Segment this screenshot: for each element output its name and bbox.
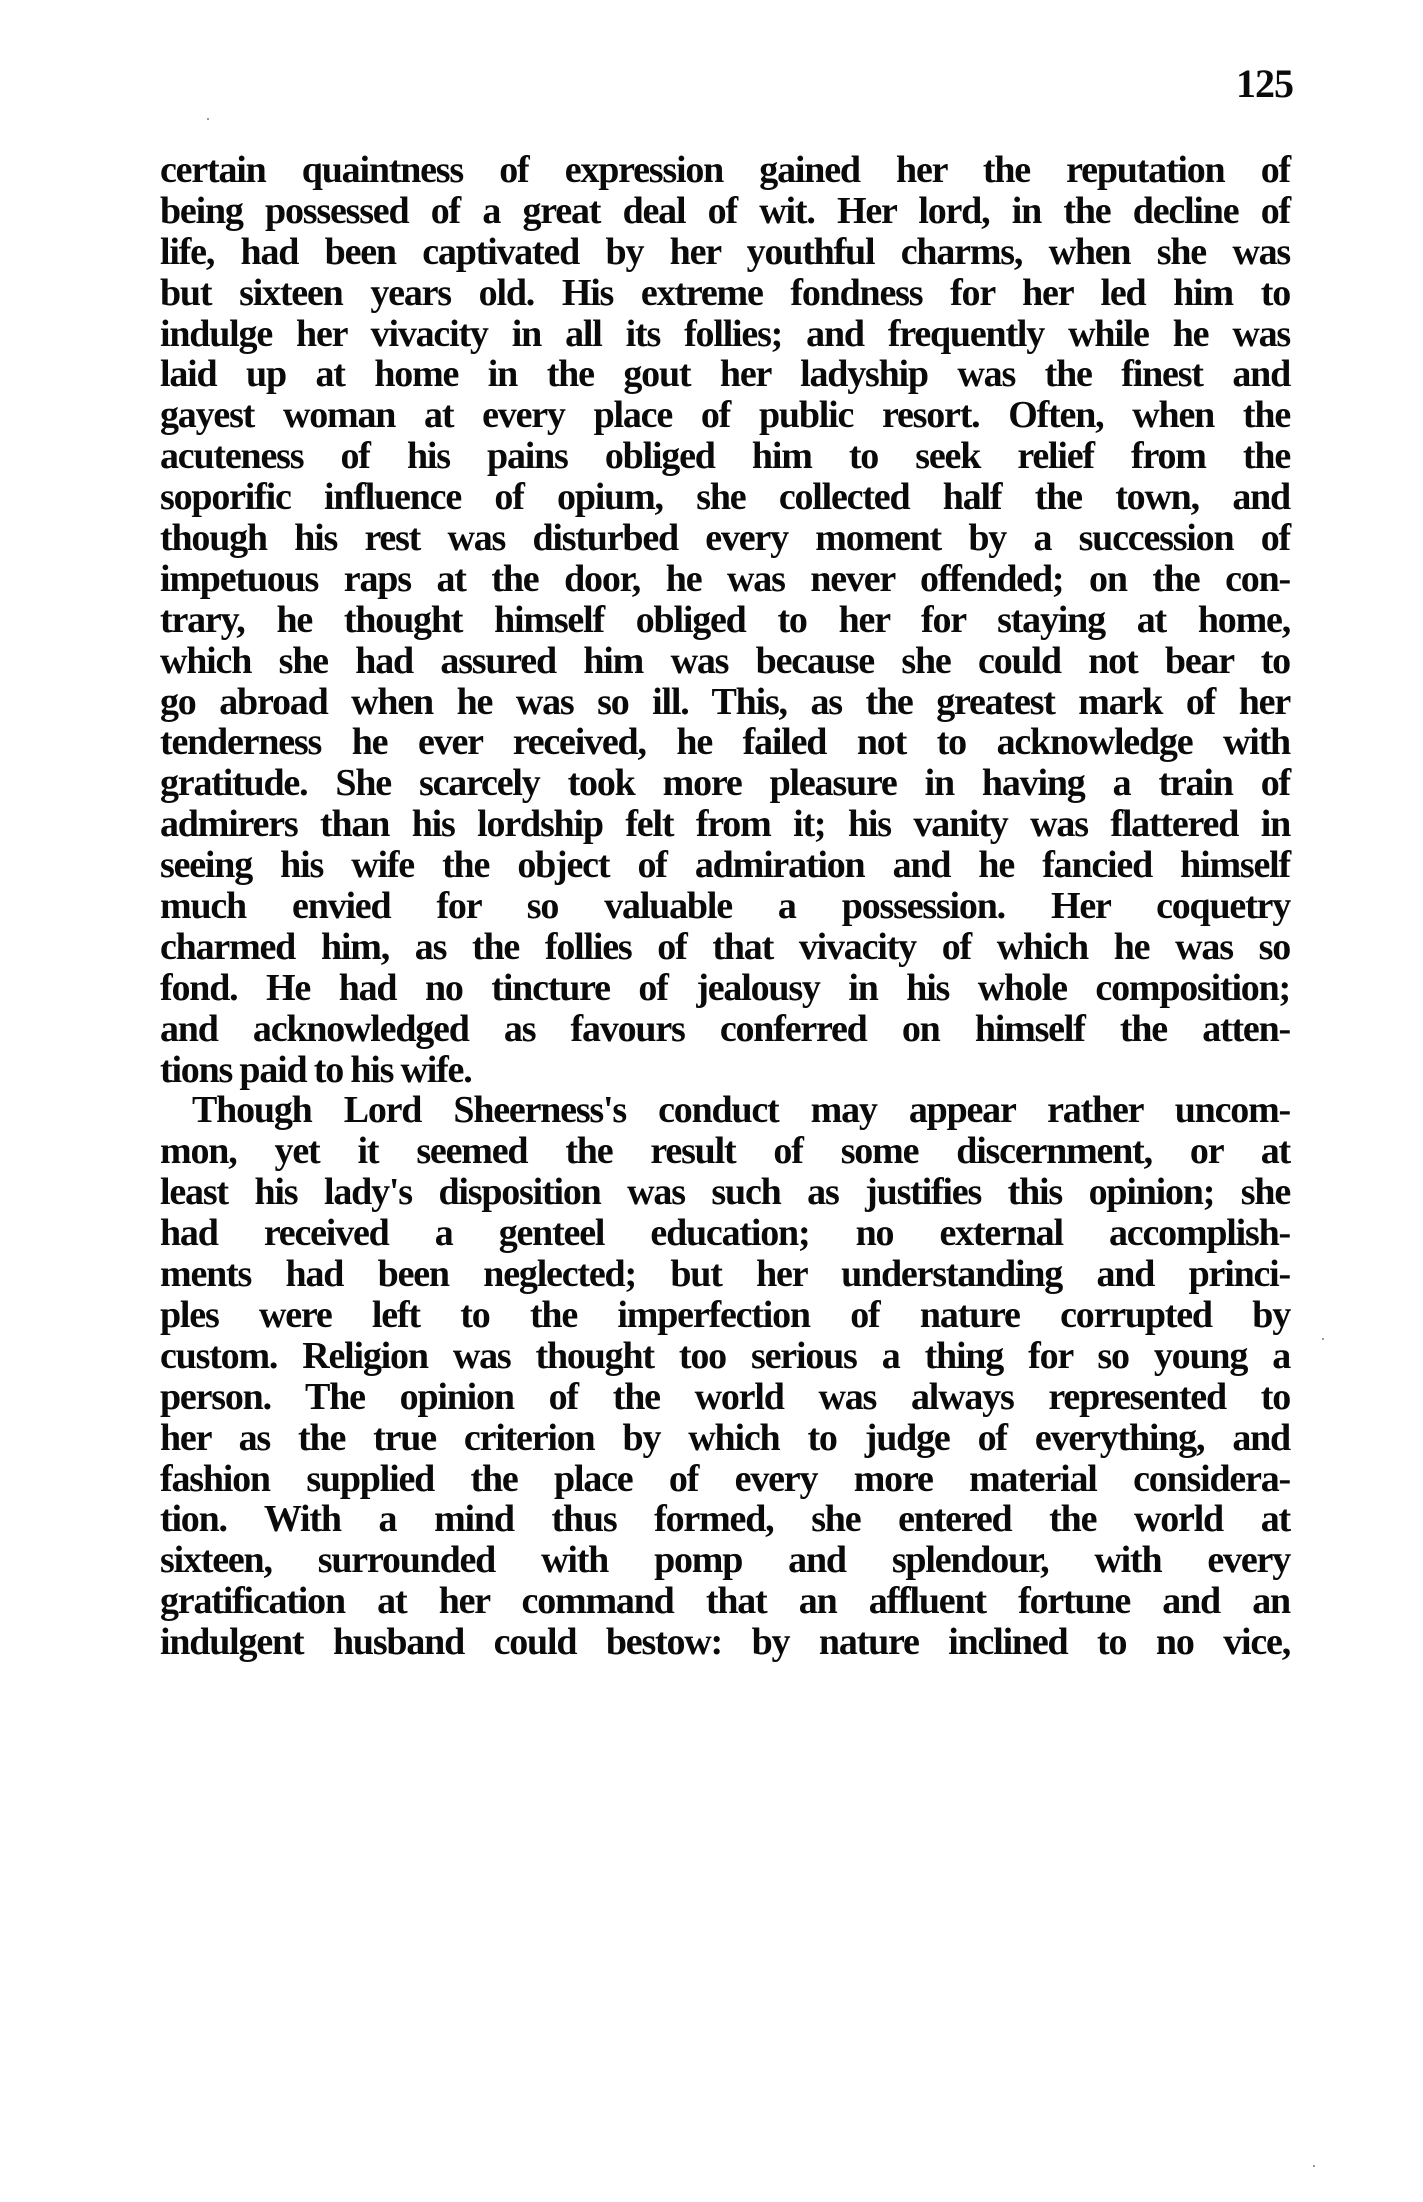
text-line: person. The opinion of the world was always represented to	[160, 1375, 1290, 1418]
text-line: but sixteen years old. His extreme fondness for her led him to	[160, 271, 1290, 314]
text-line: tion. With a mind thus formed, she entered the world at	[160, 1498, 1290, 1541]
text-line: sixteen, surrounded with pomp and splendour, with every	[160, 1539, 1290, 1582]
text-line: ments had been neglected; but her understanding and princi-	[160, 1253, 1290, 1296]
text-line: admirers than his lordship felt from it; his vanity was flattered in	[160, 803, 1290, 846]
text-line: being possessed of a great deal of wit. Her lord, in the decline of	[160, 189, 1290, 232]
text-line: charmed him, as the follies of that vivacity of which he was so	[160, 925, 1290, 968]
text-line: and acknowledged as favours conferred on himself the atten-	[160, 1007, 1290, 1050]
text-line: though his rest was disturbed every moment by a succession of	[160, 517, 1290, 560]
text-line: trary, he thought himself obliged to her for staying at home,	[160, 598, 1290, 641]
text-line: gayest woman at every place of public resort. Often, when the	[160, 394, 1290, 437]
text-line: had received a genteel education; no external accomplish-	[160, 1212, 1290, 1255]
text-line: indulgent husband could bestow: by nature inclined to no vice,	[160, 1621, 1290, 1664]
body-text	[160, 150, 1290, 1663]
text-line: mon, yet it seemed the result of some discernment, or at	[160, 1130, 1290, 1173]
text-line: ples were left to the imperfection of nature corrupted by	[160, 1293, 1290, 1336]
scan-speck	[207, 118, 209, 120]
text-line: fashion supplied the place of every more material considera-	[160, 1457, 1290, 1500]
text-line: custom. Religion was thought too serious a thing for so young a	[160, 1334, 1290, 1377]
text-line: tions paid to his wife.	[160, 1048, 472, 1091]
text-line: acuteness of his pains obliged him to seek relief from the	[160, 435, 1290, 478]
text-line: seeing his wife the object of admiration and he fancied himself	[160, 844, 1290, 887]
text-line: impetuous raps at the door, he was never offended; on the con-	[160, 557, 1290, 600]
scan-speck	[1322, 1338, 1324, 1340]
text-line: fond. He had no tincture of jealousy in his whole composition;	[160, 966, 1290, 1009]
text-line: certain quaintness of expression gained her the reputation of	[160, 149, 1290, 191]
text-line: life, had been captivated by her youthful charms, when she was	[160, 230, 1290, 273]
text-line: much envied for so valuable a possession. Her coquetry	[160, 885, 1290, 928]
paragraph-2	[160, 1090, 1290, 1662]
text-line: soporific influence of opium, she collected half the town, and	[160, 476, 1290, 519]
text-line: Though Lord Sheerness's conduct may appear rather uncom-	[192, 1089, 1290, 1132]
text-line: indulge her vivacity in all its follies; and frequently while he was	[160, 312, 1290, 355]
text-line: her as the true criterion by which to judge of everything, and	[160, 1416, 1290, 1459]
text-line: which she had assured him was because she could not bear to	[160, 639, 1290, 682]
scan-speck	[1313, 2165, 1315, 2167]
text-line: gratification at her command that an affluent fortune and an	[160, 1580, 1290, 1623]
text-line: go abroad when he was so ill. This, as the greatest mark of her	[160, 680, 1290, 723]
text-line: gratitude. She scarcely took more pleasure in having a train of	[160, 762, 1290, 805]
text-line: tenderness he ever received, he failed not to acknowledge with	[160, 721, 1290, 764]
text-line: laid up at home in the gout her ladyship was the finest and	[160, 353, 1290, 396]
paragraph-1	[160, 150, 1290, 1090]
page-number: 125	[1236, 61, 1293, 106]
text-line: least his lady's disposition was such as justifies this opinion; she	[160, 1171, 1290, 1214]
